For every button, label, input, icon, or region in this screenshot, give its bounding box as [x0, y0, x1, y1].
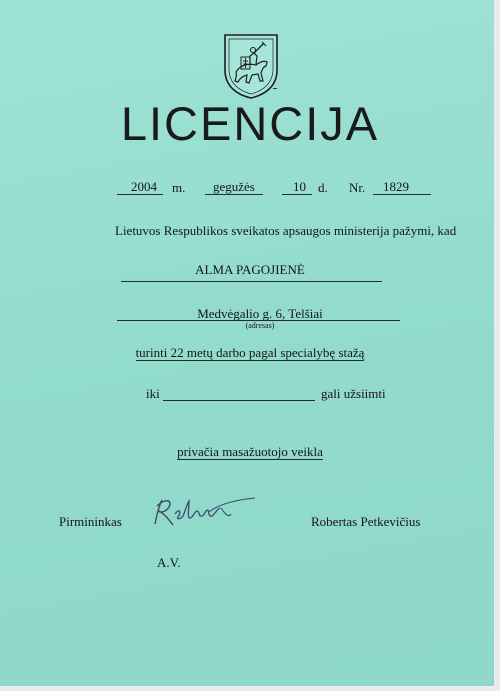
day-underline — [282, 194, 312, 195]
experience-statement: turinti 22 metų darbo pagal specialybę stažą — [135, 345, 365, 360]
until-underline — [163, 400, 315, 401]
year-unit: m. — [172, 180, 186, 195]
coat-of-arms-icon — [222, 32, 280, 100]
chairman-name: Robertas Petkevičius — [311, 514, 421, 529]
licence-number: 1829 — [383, 179, 409, 194]
month-underline — [205, 194, 263, 195]
month-value: gegužės — [213, 179, 255, 194]
name-underline — [121, 281, 382, 282]
chairman-label: Pirmininkas — [59, 514, 122, 529]
issuer-statement: Lietuvos Respublikos sveikatos apsaugos ministerija pažymi, kad — [115, 223, 457, 238]
until-label: iki — [146, 386, 160, 401]
number-label: Nr. — [349, 180, 366, 195]
number-underline — [373, 194, 431, 195]
can-engage-label: gali užsiimti — [321, 386, 386, 401]
day-value: 10 — [293, 179, 306, 194]
activity: privačia masažuotojo veikla — [177, 444, 323, 459]
print-mark — [273, 88, 277, 89]
signature-icon — [145, 492, 260, 532]
year-value: 2004 — [131, 179, 157, 194]
year-underline — [117, 194, 163, 195]
scan-edge-bottom — [0, 686, 500, 691]
seal-label: A.V. — [157, 555, 181, 570]
address: Medvėgalio g. 6, Telšiai — [197, 306, 323, 321]
person-name: ALMA PAGOJIENĖ — [195, 262, 305, 277]
document-title: LICENCIJA — [120, 97, 380, 150]
address-caption: (adresas) — [245, 321, 275, 330]
day-unit: d. — [318, 180, 328, 195]
